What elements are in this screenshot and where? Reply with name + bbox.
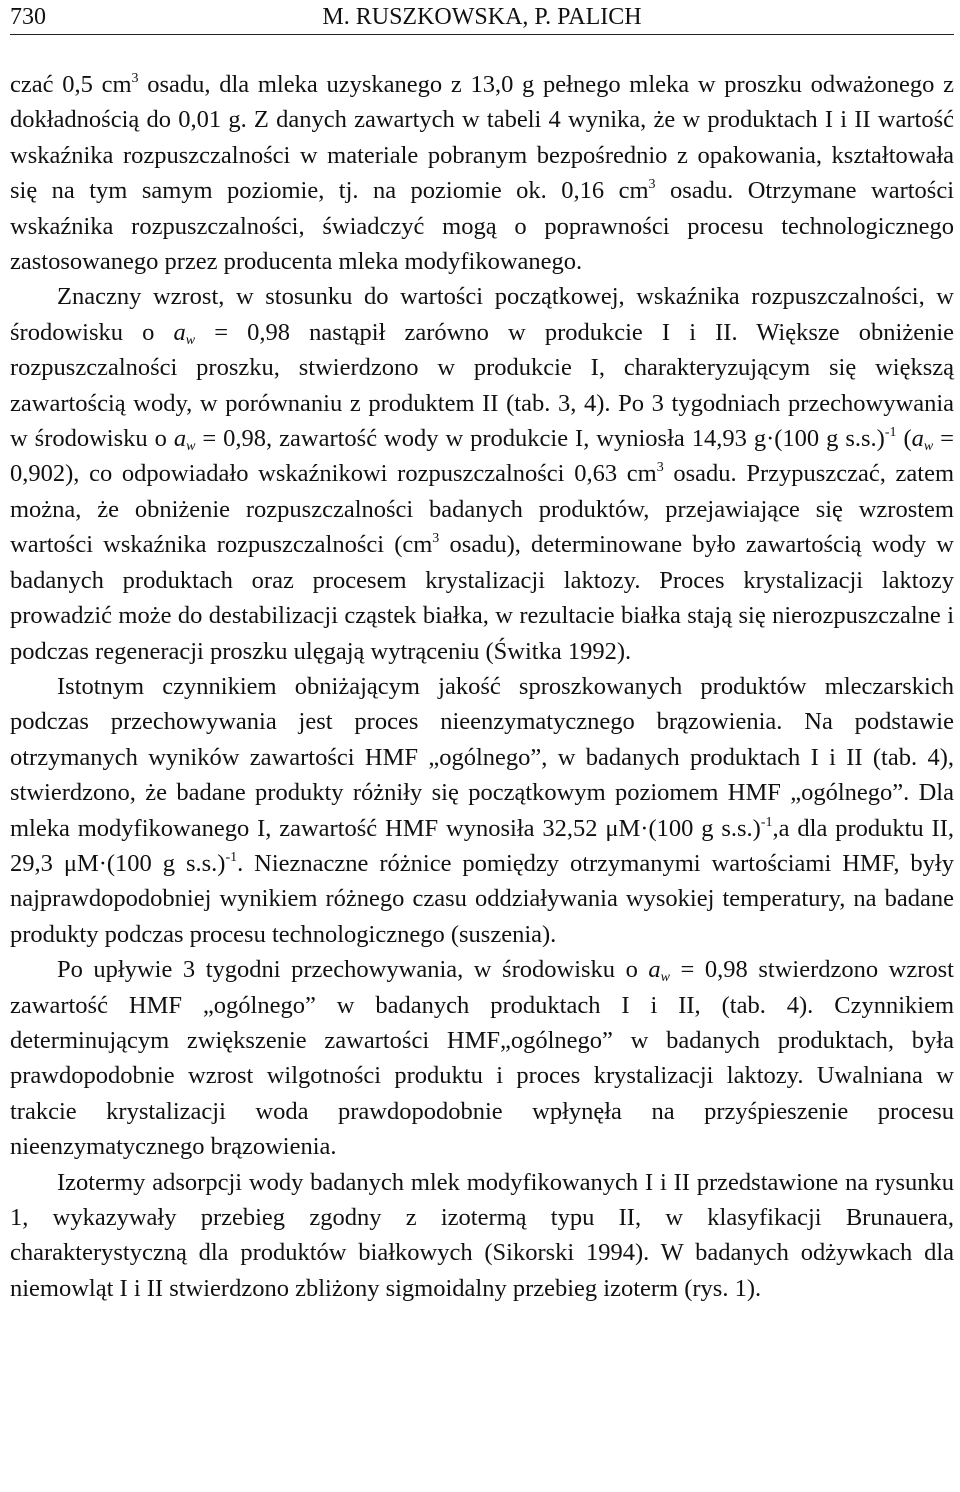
text-run: = 0,98 nastąpił zarówno w produkcie I i II. Większe obniżenie rozpuszczalności proszku, stwierdzono w produkcie I, charakteryzującym się większą zawartością wody, w porównaniu z produktem II (tab. 3, 4). Po 3 tygodniach przechowywania w środowisku o	[10, 318, 954, 453]
body-text	[10, 67, 954, 1306]
water-activity-symbol: a	[173, 425, 187, 453]
subscript	[186, 333, 195, 348]
subscript-w: w	[923, 439, 934, 455]
water-activity-symbol: a	[173, 318, 186, 346]
page	[10, 0, 954, 1306]
text-run: = 0,902), co odpowiadało wskaźnikowi rozpuszczalności 0,63 cm	[10, 425, 955, 488]
paragraph-4	[10, 952, 954, 1164]
text-run: . Nieznaczne różnice pomiędzy otrzymanymi wartościami HMF, były najprawdopodobniej wynikiem różnego czasu oddziaływania wysokiej temperatury, na badane produkty podczas procesu technologicznego (suszenia).	[10, 849, 954, 948]
running-header-authors: M. RUSZKOWSKA, P. PALICH	[322, 4, 642, 30]
superscript: 3	[432, 531, 440, 547]
text-run: osadu), determinowane było zawartością wody w badanych produktach oraz procesem krystalizacji laktozy. Proces krystalizacji laktozy prowadzić może do destabilizacji cząstek białka, w rezultacie białka stają się nierozpuszczalne i podczas regeneracji proszku ulęgają wytrąceniu (Świtka 1992).	[10, 531, 954, 665]
text-run: = 0,98 stwierdzono wzrost zawartość HMF „ogólnego” w badanych produktach I i II, (tab. 4). Czynnikiem determinującym zwiększenie zawartości HMF„ogólnego” w badanych produktach, była prawdopodobnie wzrost wilgotności produktu i proces krystalizacji laktozy. Uwalniana w trakcie krystalizacji woda prawdopodobnie wpłynęła na przyśpieszenie procesu nieenzymatycznego brązowienia.	[10, 956, 954, 1161]
text-run: czać 0,5 cm	[10, 71, 132, 98]
text-run: osadu. Przypuszczać, zatem można, że obniżenie rozpuszczalności badanych produktów, przejawiające się wzrostem wartości wskaźnika rozpuszczalności (cm	[10, 460, 955, 559]
text-run: ,a dla produktu II, 29,3 μM·(100 g s.s.)	[10, 814, 954, 877]
text-run: osadu, dla mleka uzyskanego z 13,0 g pełnego mleka w proszku odważonego z dokładnością do 0,01 g. Z danych zawartych w tabeli 4 wynika, że w produktach I i II wartość wskaźnika rozpuszczalności w materiale pobranym bezpośrednio z opakowania, kształtowała się na tym samym poziomie, tj. na poziomie ok. 0,16 cm	[10, 71, 954, 205]
text-run: Po upływie 3 tygodni przechowywania, w środowisku o	[57, 956, 649, 984]
page-number: 730	[10, 4, 46, 30]
text-run: Izotermy adsorpcji wody badanych mlek modyfikowanych I i II przedstawione na rysunku 1, wykazywały przebieg zgodny z izotermą typu II, w klasyfikacji Brunauera, charakterystyczną dla produktów białkowych (Sikorski 1994). W badanych odżywkach dla niemowląt I i II stwierdzono zbliżony sigmoidalny przebieg izoterm (rys. 1).	[10, 1168, 954, 1302]
subscript	[661, 970, 670, 985]
paragraph-1	[10, 67, 954, 279]
subscript-w: w	[186, 439, 196, 455]
text-run: osadu. Otrzymane wartości wskaźnika rozpuszczalności, świadczyć mogą o poprawności procesu technologicznego zastosowanego przez producenta mleka modyfikowanego.	[10, 177, 954, 276]
paragraph-3	[10, 669, 954, 952]
subscript	[924, 439, 933, 454]
superscript: 3	[648, 177, 656, 193]
text-run: Istotnym czynnikiem obniżającym jakość sproszkowanych produktów mleczarskich podczas przechowywania jest proces nieenzymatycznego brązowienia. Na podstawie otrzymanych wyników zawartości HMF „ogólnego”, w badanych produktach I i II (tab. 4), stwierdzono, że badane produkty różniły się początkowym poziomem HMF „ogólnego”. Dla mleka modyfikowanego I, zawartość HMF wynosiła 32,52 μM·(100 g s.s.)	[10, 672, 954, 842]
superscript: -1	[225, 849, 238, 865]
water-activity-symbol: a	[911, 425, 924, 453]
text-run: Znaczny wzrost, w stosunku do wartości początkowej, wskaźnika rozpuszczalności, w środowisku o	[10, 283, 954, 346]
superscript: -1	[884, 425, 897, 441]
superscript: 3	[131, 71, 139, 86]
superscript: -1	[760, 814, 773, 830]
subscript-w: w	[185, 332, 196, 348]
water-activity-symbol: a	[648, 956, 661, 984]
text-run: = 0,98, zawartość wody w produkcie I, wyniosła 14,93 g·(100 g s.s.)	[195, 425, 885, 453]
text-run: (	[896, 425, 912, 453]
superscript: 3	[656, 460, 664, 476]
running-header	[10, 0, 954, 35]
paragraph-5	[10, 1165, 954, 1307]
paragraph-2	[10, 279, 954, 668]
subscript-w: w	[660, 970, 670, 986]
